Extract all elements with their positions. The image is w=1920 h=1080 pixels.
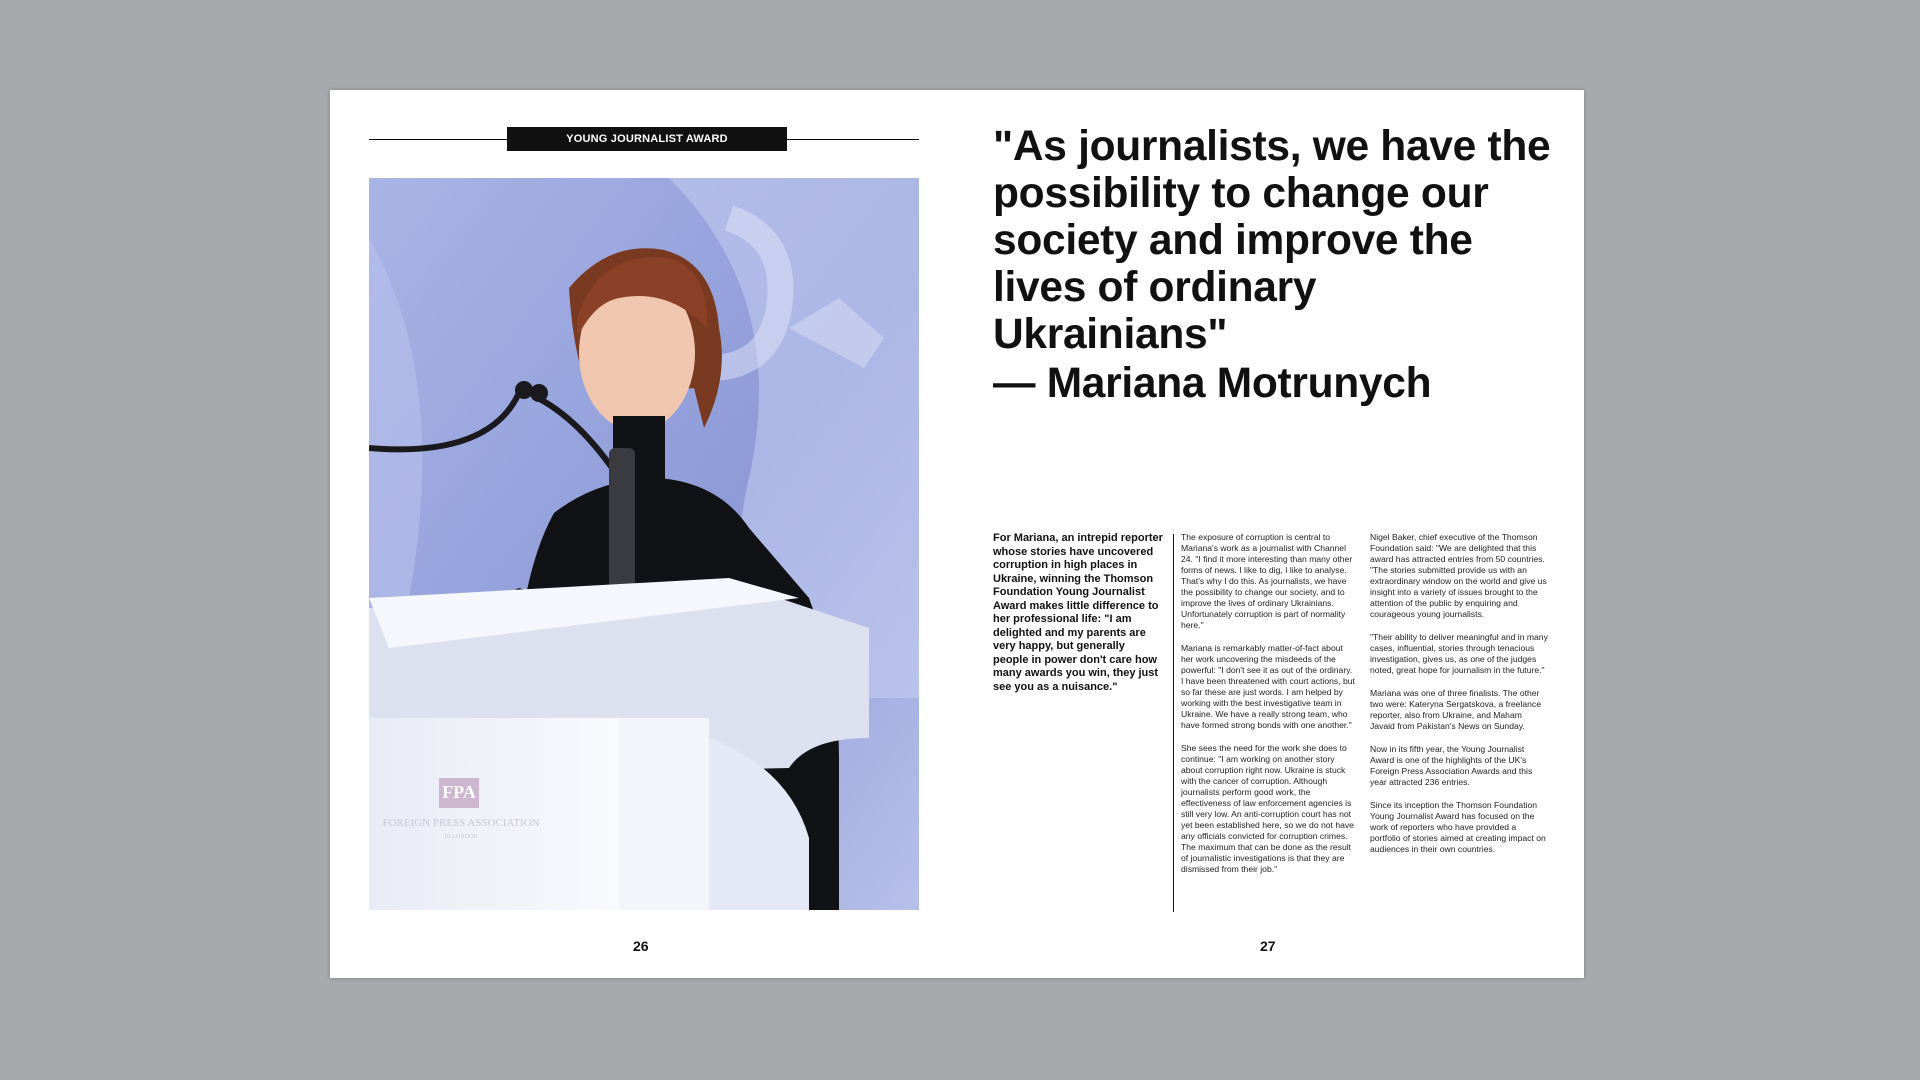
body-column-2 (1181, 532, 1356, 887)
header-rule-right (785, 139, 919, 140)
body-paragraph: Mariana was one of three finalists. The other two were: Kateryna Sergatskova, a freelance reporter, also from Ukraine, and Maham Javaid from Pakistan's News on Sunday. (1370, 688, 1542, 731)
podium-logo: FPA (442, 782, 476, 802)
body-paragraph: Mariana is remarkably matter-of-fact about her work uncovering the misdeeds of the powerful: "I don't see it as out of the ordinary. I have been threatened with court actions, but so far these are just words. I am helped by working with the best investigative team in Ukraine. We have a really strong team, who have formed strong bonds with one another." (1181, 643, 1355, 730)
podium-name: FOREIGN PRESS ASSOCIATION (382, 817, 540, 829)
page-number-right: 27 (1260, 938, 1276, 954)
body-column-3 (1370, 532, 1548, 867)
body-paragraph: She sees the need for the work she does to continue: "I am working on another story about corruption right now. Ukraine is stuck with the cancer of corruption. Although journalists perform good work, the effectiveness of law enforcement agencies is still very low. An anti-corruption court has not yet been established here, so we do not have any officials convicted for corruption crimes. The maximum that can be done as the result of journalistic investigations is that they are dismissed from their job." (1181, 743, 1354, 874)
magazine-spread (330, 90, 1584, 978)
body-paragraph: Now in its fifth year, the Young Journalist Award is one of the highlights of the UK's Foreign Press Association Awards and this year attracted 236 entries. (1370, 744, 1533, 787)
body-paragraph: Since its inception the Thomson Foundation Young Journalist Award has focused on the work of reporters who have provided a portfolio of stories aimed at creating impact on audiences in their own countries. (1370, 800, 1546, 854)
pull-quote (993, 123, 1553, 407)
speaker-photo (369, 178, 919, 910)
column-divider (1173, 534, 1174, 912)
intro-paragraph: For Mariana, an intrepid reporter whose stories have uncovered corruption in high places in Ukraine, winning the Thomson Foundation Young Journalist Award makes little difference to her professional life: "I am delighted and my parents are very happy, but generally people in power don't care how many awards you win, they just see you as a nuisance." (993, 532, 1163, 693)
pull-quote-attribution: — Mariana Motrunych (993, 360, 1432, 407)
page-number-left: 26 (633, 938, 649, 954)
body-paragraph: Nigel Baker, chief executive of the Thomson Foundation said: "We are delighted that this award has attracted entries from 50 countries. "The stories submitted provide us with an extraordinary window on the world and give us insight into a variety of issues brought to the attention of the public by enquiring and courageous young journalists. (1370, 532, 1547, 619)
body-paragraph: The exposure of corruption is central to Mariana's work as a journalist with Channel 24. "I find it more interesting than many other forms of news. I like to dig, I like to analyse. That's why I do this. As journalists, we have the possibility to change our society, and to improve the lives of ordinary Ukrainians. Unfortunately corruption is part of normality here." (1181, 532, 1353, 630)
pull-quote-text: "As journalists, we have the possibility to change our society and improve the lives of ordinary Ukrainians" (993, 123, 1551, 358)
header-rule-left (369, 139, 509, 140)
section-label: YOUNG JOURNALIST AWARD (507, 127, 787, 151)
podium-city: IN LONDON (444, 834, 478, 840)
body-paragraph: "Their ability to deliver meaningful and in many cases, influential, stories through tenacious investigation, gives us, as one of the judges noted, great hope for journalism in the future." (1370, 632, 1548, 675)
